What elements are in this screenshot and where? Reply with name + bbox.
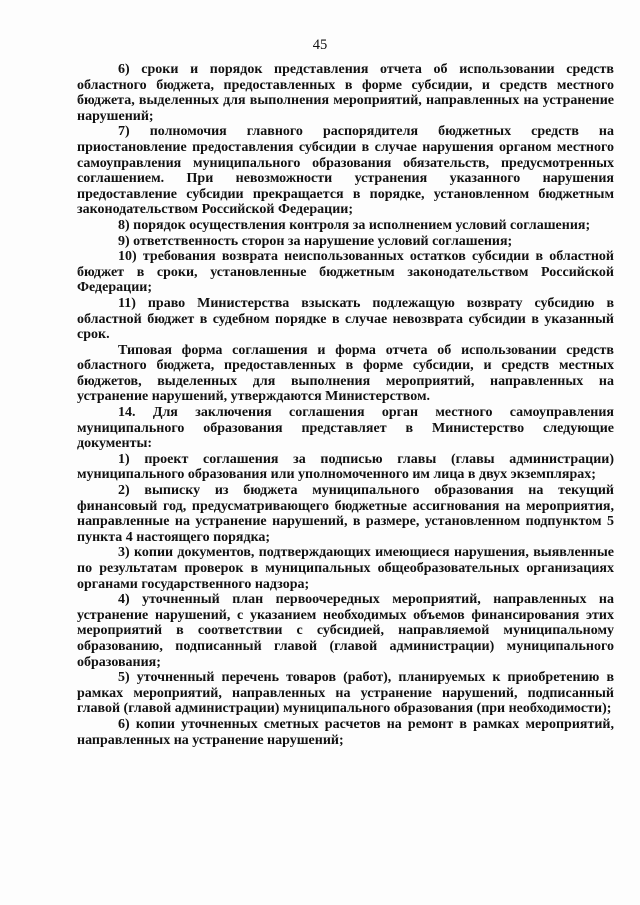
paragraph-item-8: 8) порядок осуществления контроля за исполнением условий соглашения; bbox=[118, 217, 591, 233]
page-number: 45 bbox=[312, 37, 328, 53]
paragraph-item-10: 10) требования возврата неиспользованных остатков субсидии в областной бюджет в сроки, установленные бюджетным законодательством Российской Федерации; bbox=[77, 249, 614, 296]
paragraph-section-14: 14. Для заключения соглашения орган местного самоуправления муниципального образования представляет в Министерство следующие документы: bbox=[77, 405, 614, 452]
paragraph-doc-2: 2) выписку из бюджета муниципального образования на текущий финансовый год, предусматривающего бюджетные ассигнования на мероприятия, направленные на устранение нарушений, в размере, установленном подпунктом 5 пункта 4 настоящего порядка; bbox=[77, 483, 614, 545]
paragraph-doc-4: 4) уточненный план первоочередных мероприятий, направленных на устранение нарушений, с указанием необходимых объемов финансирования этих мероприятий в соответствии с субсидией, направляемой муниципальному образованию, подписанный главой (главой администрации) муниципального образования; bbox=[77, 592, 614, 670]
paragraph-item-11: 11) право Министерства взыскать подлежащую возврату субсидию в областной бюджет в судебном порядке в случае невозврата субсидии в указанный срок. bbox=[77, 295, 614, 343]
paragraph-item-6: 6) сроки и порядок представления отчета об использовании средств областного бюджета, предоставленных в форме субсидии, и средств местного бюджета, выделенных для выполнения мероприятий, направленных на устранение нарушений; bbox=[77, 62, 614, 124]
paragraph-doc-5: 5) уточненный перечень товаров (работ), планируемых к приобретению в рамках мероприятий, направленных на устранение нарушений, подписанный главой (главой администрации) муниципального образования (при необходимости); bbox=[77, 670, 614, 717]
paragraph-typical-form: Типовая форма соглашения и форма отчета об использовании средств областного бюджета, предоставленных в форме субсидии, и средств местных бюджетов, выделенных для выполнения мероприятий, направленных на устранение нарушений, утверждаются Министерством. bbox=[77, 342, 614, 405]
paragraph-item-7: 7) полномочия главного распорядителя бюджетных средств на приостановление предоставления субсидии в случае нарушения органом местного самоуправления муниципального образования обязательств, предусмотренных соглашением. При невозможности устранения указанного нарушения предоставление субсидии прекращается в порядке, установленном бюджетным законодательством Российской Федерации; bbox=[77, 124, 614, 218]
paragraph-doc-6: 6) копии уточненных сметных расчетов на ремонт в рамках мероприятий, направленных на устранение нарушений; bbox=[77, 716, 614, 748]
document-body bbox=[77, 62, 614, 748]
paragraph-doc-1: 1) проект соглашения за подписью главы (главы администрации) муниципального образования или уполномоченного им лица в двух экземплярах; bbox=[77, 451, 614, 483]
paragraph-doc-3: 3) копии документов, подтверждающих имеющиеся нарушения, выявленные по результатам проверок в муниципальных общеобразовательных организациях органами государственного надзора; bbox=[77, 545, 614, 592]
paragraph-item-9: 9) ответственность сторон за нарушение условий соглашения; bbox=[118, 233, 513, 249]
